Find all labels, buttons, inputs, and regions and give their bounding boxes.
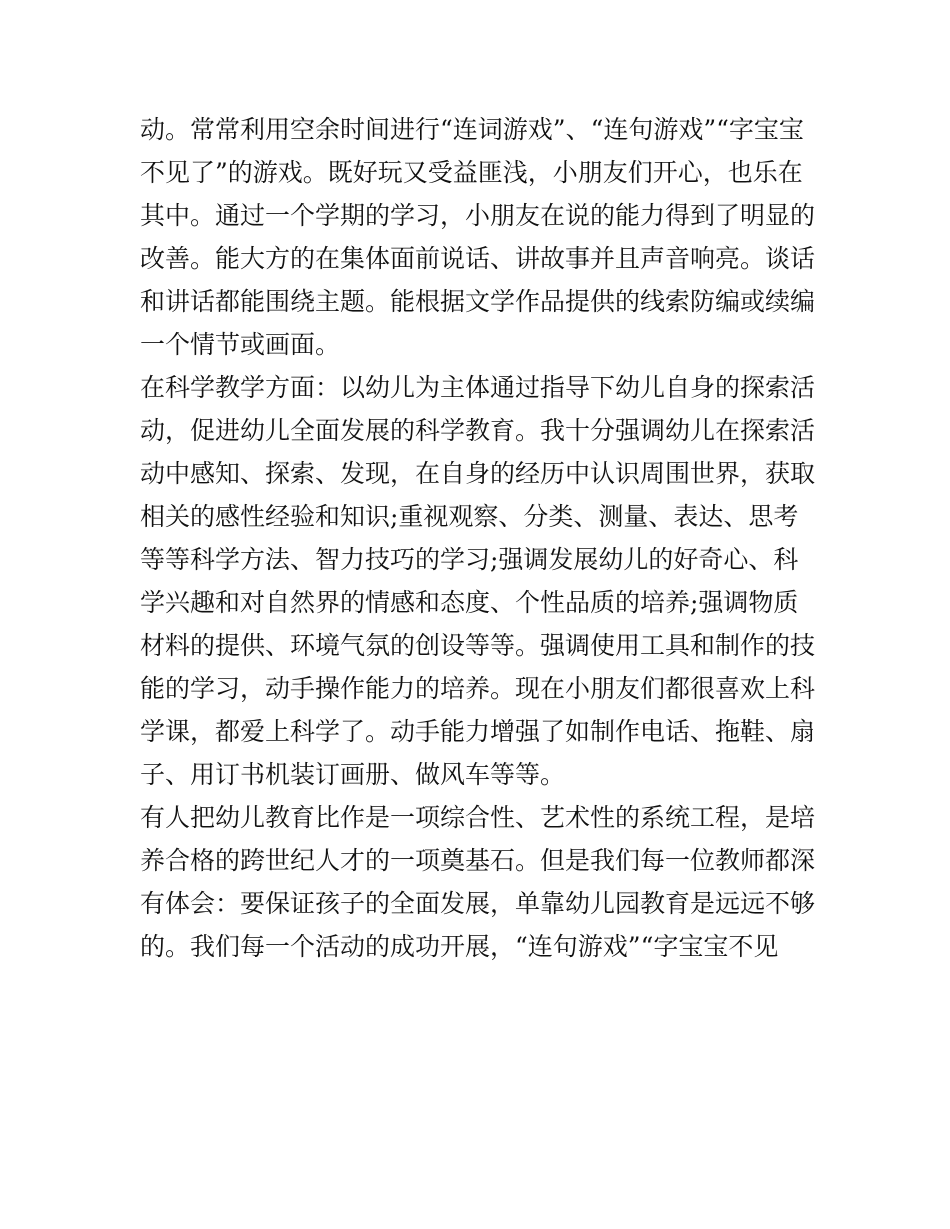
- paragraph-language: [140, 108, 820, 366]
- text-line: 能的学习，动手操作能力的培养。现在小朋友们都很喜欢上科: [140, 674, 816, 703]
- text-line: 学课，都爱上科学了。动手能力增强了如制作电话、拖鞋、扇: [140, 717, 816, 746]
- text-line: 和讲话都能围绕主题。能根据文学作品提供的线索防编或续编: [140, 287, 816, 316]
- text-line: 动中感知、探索、发现，在自身的经历中认识周围世界，获取: [140, 459, 816, 488]
- text-line: 有人把幼儿教育比作是一项综合性、艺术性的系统工程，是培: [140, 803, 816, 832]
- text-line: 养合格的跨世纪人才的一项奠基石。但是我们每一位教师都深: [140, 846, 816, 875]
- text-line: 其中。通过一个学期的学习，小朋友在说的能力得到了明显的: [140, 201, 816, 230]
- text-line: 的。我们每一个活动的成功开展，“连句游戏”“字宝宝不见: [140, 932, 779, 961]
- text-line: 动，促进幼儿全面发展的科学教育。我十分强调幼儿在探索活: [140, 416, 816, 445]
- text-line: 在科学教学方面：以幼儿为主体通过指导下幼儿自身的探索活: [140, 373, 816, 402]
- text-line: 相关的感性经验和知识;重视观察、分类、测量、表达、思考: [140, 502, 799, 531]
- text-line: 不见了”的游戏。既好玩又受益匪浅，小朋友们开心，也乐在: [140, 158, 803, 187]
- text-line: 学兴趣和对自然界的情感和态度、个性品质的培养;强调物质: [140, 588, 799, 617]
- text-line: 改善。能大方的在集体面前说话、讲故事并且声音响亮。谈话: [140, 244, 816, 273]
- document-body: [140, 108, 820, 968]
- paragraph-education: [140, 796, 820, 968]
- text-line: 材料的提供、环境气氛的创设等等。强调使用工具和制作的技: [140, 631, 816, 660]
- text-line: 有体会：要保证孩子的全面发展，单靠幼儿园教育是远远不够: [140, 889, 816, 918]
- text-line: 子、用订书机装订画册、做风车等等。: [140, 760, 566, 789]
- text-line: 等等科学方法、智力技巧的学习;强调发展幼儿的好奇心、科: [140, 545, 799, 574]
- paragraph-science: [140, 366, 820, 796]
- text-line: 动。常常利用空余时间进行“连词游戏”、“连句游戏”“字宝宝: [140, 115, 804, 144]
- text-line: 一个情节或画面。: [140, 330, 341, 359]
